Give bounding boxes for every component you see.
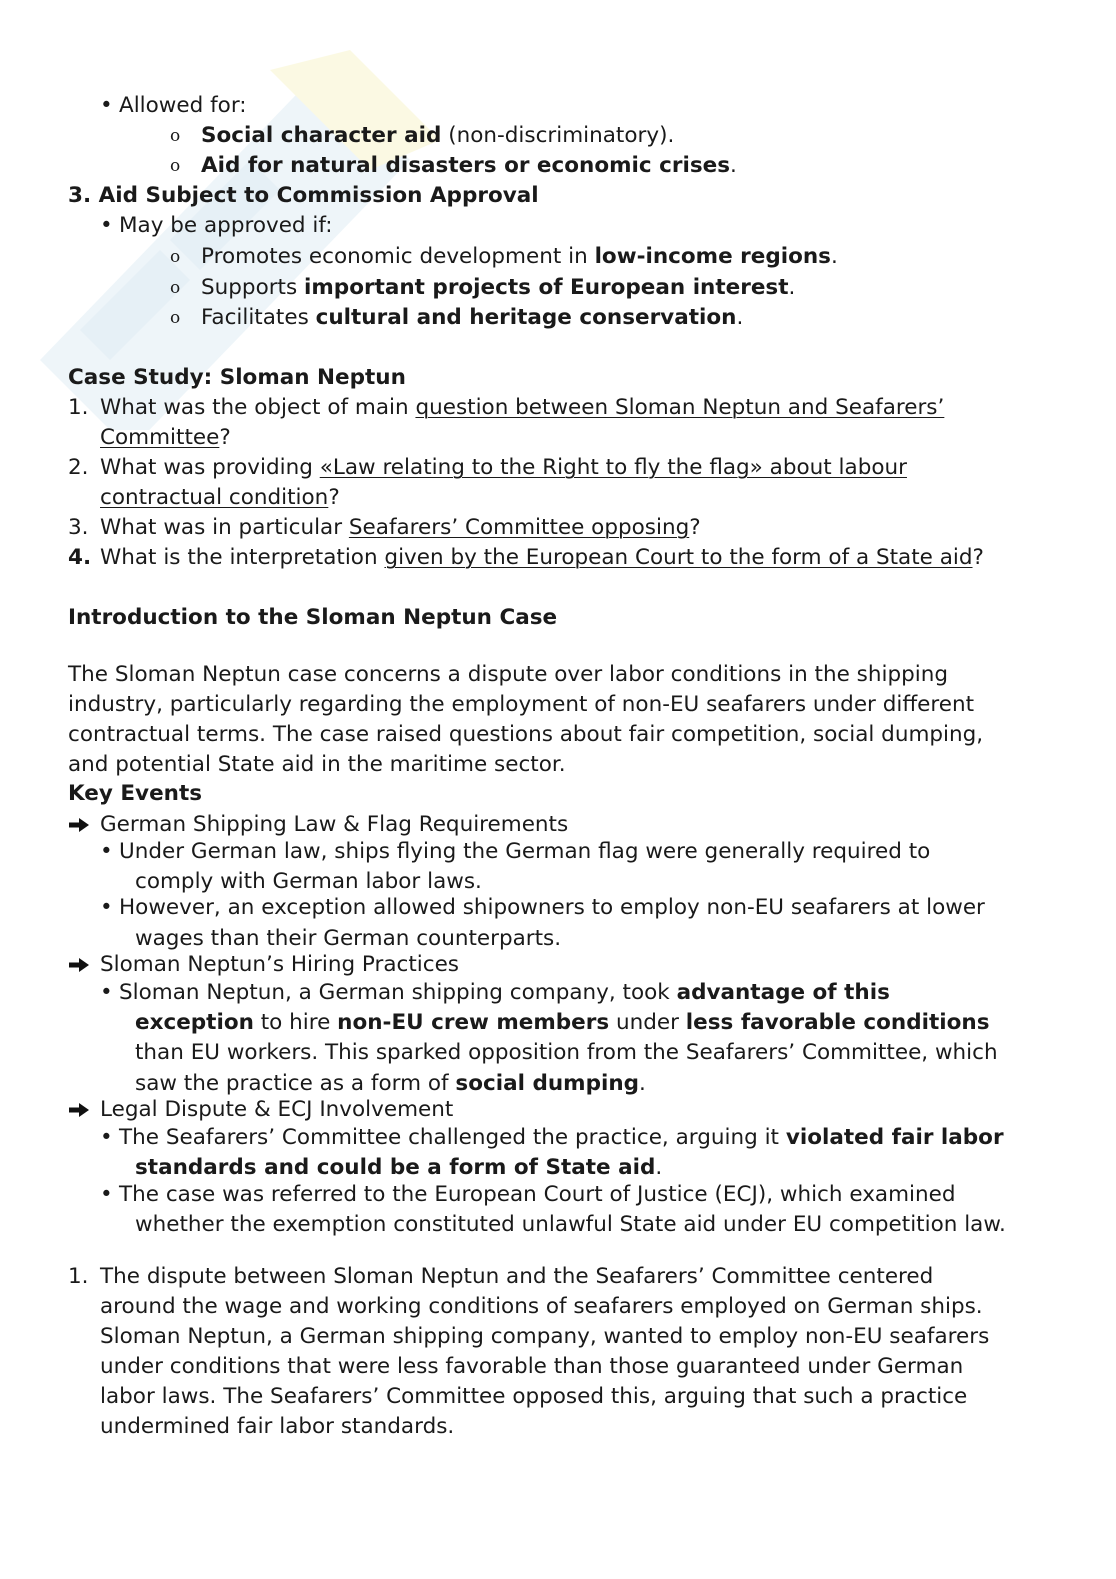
sub-bullet-marker: o xyxy=(170,308,181,328)
question-2: What was providing «Law relating to the Right to fly the flag» about labour xyxy=(100,455,907,480)
sub-bullet-marker: o xyxy=(170,126,181,146)
key-events-heading: Key Events xyxy=(68,781,203,806)
approved-if-label: May be approved if: xyxy=(119,213,333,238)
event-2-bullet-line-1: Sloman Neptun, a German shipping company, took advantage of this xyxy=(119,980,890,1005)
approval-item-cultural: Facilitates cultural and heritage conservation. xyxy=(201,305,744,330)
bullet-marker: • xyxy=(100,213,113,238)
arrow-right-icon xyxy=(68,817,90,833)
event-3-bullet-1: The Seafarers’ Committee challenged the practice, arguing it violated fair labor xyxy=(119,1125,1004,1150)
question-1-number: 1. xyxy=(68,395,89,420)
question-2-cont: contractual condition? xyxy=(100,485,340,510)
event-1-bullet-2: However, an exception allowed shipowners to employ non-EU seafarers at lower xyxy=(119,895,985,920)
bullet-marker: • xyxy=(100,93,113,118)
sub-bullet-marker: o xyxy=(170,278,181,298)
intro-paragraph-line: contractual terms. The case raised questions about fair competition, social dumping, xyxy=(68,722,984,747)
answer-1-line: Sloman Neptun, a German shipping company, wanted to employ non-EU seafarers xyxy=(100,1324,990,1349)
intro-paragraph-line: industry, particularly regarding the employment of non-EU seafarers under different xyxy=(68,692,975,717)
event-3-bullet-1-cont: standards and could be a form of State aid. xyxy=(135,1155,663,1180)
approval-item-european-interest: Supports important projects of European interest. xyxy=(201,275,796,300)
question-4-number: 4. xyxy=(68,545,92,570)
section-3-heading: 3. Aid Subject to Commission Approval xyxy=(68,183,539,208)
allowed-for-label: Allowed for: xyxy=(119,93,247,118)
bullet-marker: • xyxy=(100,980,113,1005)
natural-aid-item: Aid for natural disasters or economic crises. xyxy=(201,153,737,178)
arrow-right-icon xyxy=(68,1102,90,1118)
question-1: What was the object of main question between Sloman Neptun and Seafarers’ xyxy=(100,395,945,420)
answer-1-line: around the wage and working conditions of seafarers employed on German ships. xyxy=(100,1294,983,1319)
bullet-marker: • xyxy=(100,895,113,920)
question-4: What is the interpretation given by the European Court to the form of a State aid? xyxy=(100,545,984,570)
intro-heading: Introduction to the Sloman Neptun Case xyxy=(68,605,558,630)
sub-bullet-marker: o xyxy=(170,247,181,267)
bullet-marker: • xyxy=(100,1125,113,1150)
event-2-bullet-line-2: exception to hire non-EU crew members under less favorable conditions xyxy=(135,1010,990,1035)
question-2-number: 2. xyxy=(68,455,89,480)
event-3-bullet-2-cont: whether the exemption constituted unlawful State aid under EU competition law. xyxy=(135,1212,1006,1237)
event-1-title: German Shipping Law & Flag Requirements xyxy=(100,812,569,837)
intro-paragraph-line: and potential State aid in the maritime sector. xyxy=(68,752,566,777)
answer-1-line: The dispute between Sloman Neptun and the Seafarers’ Committee centered xyxy=(100,1264,934,1289)
event-2-title: Sloman Neptun’s Hiring Practices xyxy=(100,952,460,977)
bullet-marker: • xyxy=(100,1182,113,1207)
intro-paragraph-line: The Sloman Neptun case concerns a dispute over labor conditions in the shipping xyxy=(68,662,949,687)
event-1-bullet-1: Under German law, ships flying the German flag were generally required to xyxy=(119,839,931,864)
approval-item-low-income: Promotes economic development in low-income regions. xyxy=(201,244,838,269)
sub-bullet-marker: o xyxy=(170,156,181,176)
event-1-bullet-2-cont: wages than their German counterparts. xyxy=(135,926,562,951)
event-2-bullet-line-3: than EU workers. This sparked opposition from the Seafarers’ Committee, which xyxy=(135,1040,998,1065)
answer-1-number: 1. xyxy=(68,1264,89,1289)
arrow-right-icon xyxy=(68,957,90,973)
event-3-title: Legal Dispute & ECJ Involvement xyxy=(100,1097,454,1122)
question-3-number: 3. xyxy=(68,515,89,540)
social-aid-item: Social character aid (non-discriminatory). xyxy=(201,123,675,148)
answer-1-line: under conditions that were less favorable than those guaranteed under German xyxy=(100,1354,964,1379)
question-1-cont: Committee? xyxy=(100,425,231,450)
answer-1-line: undermined fair labor standards. xyxy=(100,1414,455,1439)
answer-1-line: labor laws. The Seafarers’ Committee opposed this, arguing that such a practice xyxy=(100,1384,968,1409)
event-3-bullet-2: The case was referred to the European Court of Justice (ECJ), which examined xyxy=(119,1182,956,1207)
event-1-bullet-1-cont: comply with German labor laws. xyxy=(135,869,482,894)
case-study-heading: Case Study: Sloman Neptun xyxy=(68,365,406,390)
question-3: What was in particular Seafarers’ Committee opposing? xyxy=(100,515,701,540)
event-2-bullet-line-4: saw the practice as a form of social dumping. xyxy=(135,1071,646,1096)
bullet-marker: • xyxy=(100,839,113,864)
